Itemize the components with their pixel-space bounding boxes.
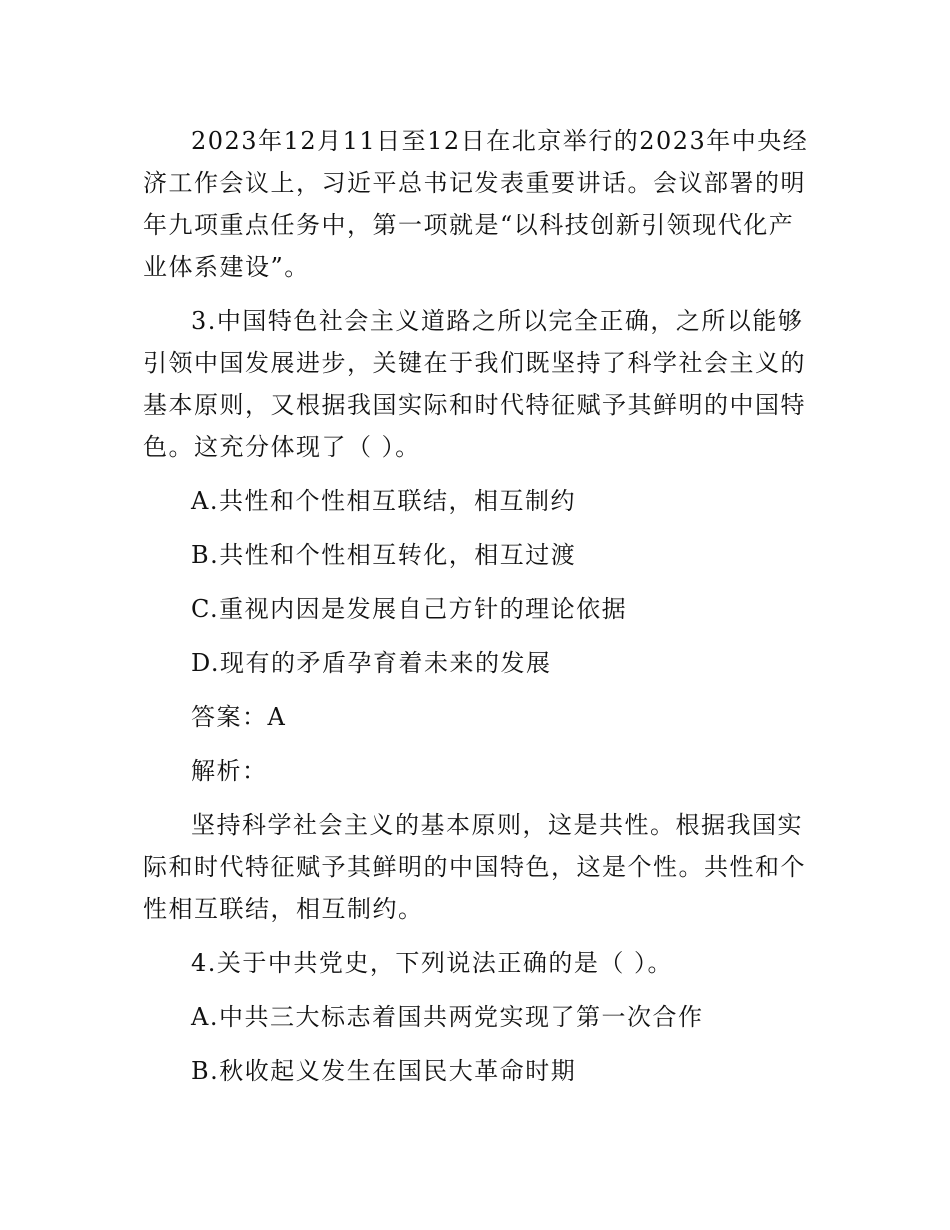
question-3-answer: 答案：A (191, 703, 287, 731)
question-3-stem: 3.中国特色社会主义道路之所以完全正确，之所以能够引领中国发展进步，关键在于我们既坚持了科学社会主义的基本原则，又根据我国实际和时代特征赋予其鲜明的中国特色。这充分体现了（ ）。 (143, 307, 806, 461)
document-body (143, 120, 811, 1104)
question-4-option-a: A.中共三大标志着国共两党实现了第一次合作 (191, 1003, 704, 1031)
question-3-analysis: 坚持科学社会主义的基本原则，这是共性。根据我国实际和时代特征赋予其鲜明的中国特色，这是个性。共性和个性相互联结，相互制约。 (143, 811, 806, 923)
question-3-option-b: B.共性和个性相互转化，相互过渡 (191, 541, 577, 569)
intro-paragraph: 2023年12月11日至12日在北京举行的2023年中央经济工作会议上，习近平总书记发表重要讲话。会议部署的明年九项重点任务中，第一项就是“以科技创新引领现代化产业体系建设”。 (143, 127, 809, 281)
question-4-stem: 4.关于中共党史，下列说法正确的是（ ）。 (191, 949, 674, 977)
question-3-analysis-label: 解析： (191, 757, 268, 785)
question-3-option-a: A.共性和个性相互联结，相互制约 (191, 487, 576, 515)
question-3-option-d: D.现有的矛盾孕育着未来的发展 (191, 649, 552, 677)
question-4-option-b: B.秋收起义发生在国民大革命时期 (191, 1057, 577, 1085)
question-3-option-c: C.重视内因是发展自己方针的理论依据 (191, 595, 628, 623)
